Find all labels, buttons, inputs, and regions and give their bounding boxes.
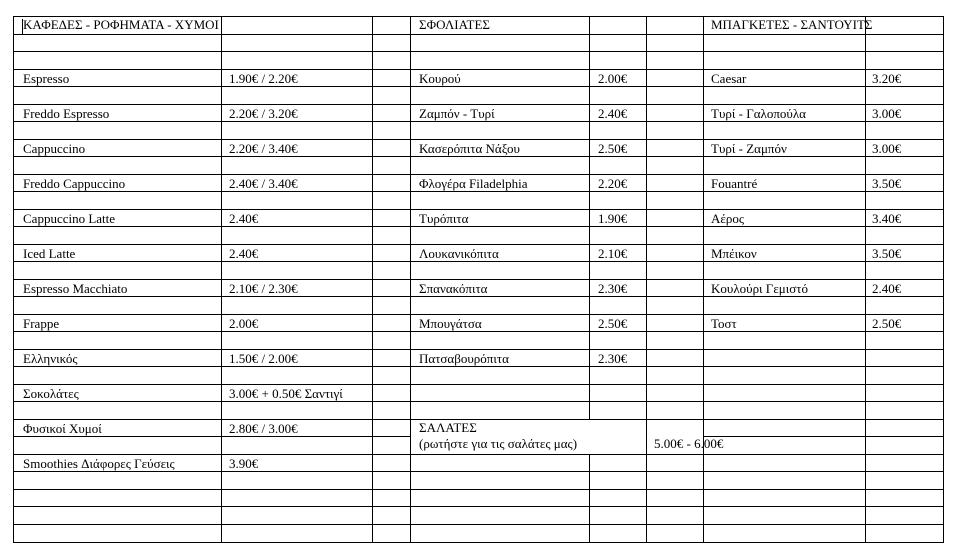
grid-hline xyxy=(13,296,944,297)
coffee-item-price: 1.50€ / 2.00€ xyxy=(229,351,298,366)
pastry-item-price: 2.30€ xyxy=(598,281,628,296)
baguette-item-name: Αέρος xyxy=(711,211,744,226)
baguettes-section-title: ΜΠΑΓΚΕΤΕΣ - ΣΑΝΤΟΥΙΤΣ xyxy=(711,17,873,32)
grid-hline xyxy=(13,121,944,122)
grid-hline xyxy=(13,139,944,140)
grid-vline xyxy=(589,454,590,543)
coffee-item-price: 2.20€ / 3.40€ xyxy=(229,141,298,156)
grid-hline xyxy=(13,104,944,105)
pastry-item-name: Κασερόπιτα Νάξου xyxy=(419,141,520,156)
salads-note: (ρωτήστε για τις σαλάτες μας) xyxy=(419,436,578,451)
grid-hline xyxy=(13,506,944,507)
coffee-item-price: 2.20€ / 3.20€ xyxy=(229,106,298,121)
baguette-item-name: Caesar xyxy=(711,71,747,86)
grid-hline xyxy=(13,454,944,455)
coffee-item-name: Frappe xyxy=(23,316,60,331)
grid-hline xyxy=(13,261,944,262)
baguette-item-name: Τοστ xyxy=(711,316,737,331)
pastry-item-name: Τυρόπιτα xyxy=(419,211,469,226)
coffee-item-name: Σοκολάτες xyxy=(23,386,79,401)
coffee-item-name: Cappuccino Latte xyxy=(23,211,116,226)
grid-hline xyxy=(13,349,944,350)
coffee-item-name: Espresso Macchiato xyxy=(23,281,128,296)
grid-hline xyxy=(13,419,944,420)
grid-hline xyxy=(13,384,944,385)
baguette-item-name: Κουλούρι Γεμιστό xyxy=(711,281,808,296)
grid-hline xyxy=(13,209,944,210)
grid-hline xyxy=(13,489,944,490)
coffee-item-price: 2.00€ xyxy=(229,316,259,331)
coffee-item-name: Iced Latte xyxy=(23,246,76,261)
coffee-item-name: Smoothies Διάφορες Γεύσεις xyxy=(23,456,175,471)
grid-hline xyxy=(13,244,944,245)
coffee-item-name: Freddo Espresso xyxy=(23,106,110,121)
grid-hline xyxy=(13,366,944,367)
grid-hline xyxy=(13,279,944,280)
salads-section-title: ΣΑΛΑΤΕΣ xyxy=(419,420,477,435)
grid-vline xyxy=(589,16,590,419)
coffee-section-title: ΚΑΦΕΔΕΣ - ΡΟΦΗΜΑΤΑ - ΧΥΜΟΙ xyxy=(23,17,219,32)
baguette-item-price: 3.00€ xyxy=(872,106,902,121)
grid-hline xyxy=(13,191,944,192)
pastry-item-price: 2.30€ xyxy=(598,351,628,366)
baguette-item-name: Fouantré xyxy=(711,176,758,191)
baguette-item-price: 3.20€ xyxy=(872,71,902,86)
grid-hline xyxy=(13,69,944,70)
grid-hline xyxy=(13,314,944,315)
coffee-item-price: 3.00€ + 0.50€ Σαντιγί xyxy=(229,386,343,401)
baguette-item-price: 3.00€ xyxy=(872,141,902,156)
grid-hline xyxy=(13,331,944,332)
coffee-item-name: Espresso xyxy=(23,71,70,86)
baguette-item-name: Τυρί - Γαλοπούλα xyxy=(711,106,806,121)
pastry-item-price: 2.50€ xyxy=(598,316,628,331)
pastry-item-name: Λουκανικόπιτα xyxy=(419,246,499,261)
grid-hline xyxy=(13,436,411,437)
coffee-item-price: 1.90€ / 2.20€ xyxy=(229,71,298,86)
pastry-item-name: Ζαμπόν - Τυρί xyxy=(419,106,495,121)
grid-hline xyxy=(13,34,944,35)
pastry-item-price: 1.90€ xyxy=(598,211,628,226)
grid-vline xyxy=(646,16,647,419)
grid-hline xyxy=(13,174,944,175)
salads-price: 5.00€ - 6.00€ xyxy=(654,436,724,451)
baguette-item-price: 2.40€ xyxy=(872,281,902,296)
coffee-item-price: 2.40€ / 3.40€ xyxy=(229,176,298,191)
pastry-item-name: Μπουγάτσα xyxy=(419,316,482,331)
coffee-item-price: 2.10€ / 2.30€ xyxy=(229,281,298,296)
pastry-item-name: Κουρού xyxy=(419,71,461,86)
pastry-item-price: 2.10€ xyxy=(598,246,628,261)
pastry-item-price: 2.20€ xyxy=(598,176,628,191)
grid-hline xyxy=(703,436,944,437)
coffee-item-name: Cappuccino xyxy=(23,141,86,156)
pastry-item-name: Φλογέρα Filadelphia xyxy=(419,176,528,191)
baguette-item-price: 3.50€ xyxy=(872,246,902,261)
coffee-item-name: Φυσικοί Χυμοί xyxy=(23,421,102,436)
coffee-item-price: 2.40€ xyxy=(229,211,259,226)
grid-hline xyxy=(13,524,944,525)
pastry-item-name: Σπανακόπιτα xyxy=(419,281,488,296)
grid-hline xyxy=(13,86,944,87)
grid-vline xyxy=(646,419,647,454)
pastry-item-price: 2.50€ xyxy=(598,141,628,156)
pastries-section-title: ΣΦΟΛΙΑΤΕΣ xyxy=(419,17,490,32)
grid-vline xyxy=(646,454,647,543)
coffee-item-price: 3.90€ xyxy=(229,456,259,471)
pastry-item-name: Πατσαβουρόπιτα xyxy=(419,351,509,366)
grid-hline xyxy=(13,401,944,402)
baguette-item-price: 2.50€ xyxy=(872,316,902,331)
coffee-item-price: 2.40€ xyxy=(229,246,259,261)
grid-hline xyxy=(13,542,944,543)
pastry-item-price: 2.00€ xyxy=(598,71,628,86)
baguette-item-name: Τυρί - Ζαμπόν xyxy=(711,141,787,156)
coffee-item-price: 2.80€ / 3.00€ xyxy=(229,421,298,436)
baguette-item-name: Μπέικον xyxy=(711,246,757,261)
grid-hline xyxy=(13,226,944,227)
baguette-item-price: 3.50€ xyxy=(872,176,902,191)
grid-hline xyxy=(13,156,944,157)
grid-hline xyxy=(13,51,944,52)
coffee-item-name: Ελληνικός xyxy=(23,351,78,366)
grid-hline xyxy=(13,471,944,472)
baguette-item-price: 3.40€ xyxy=(872,211,902,226)
pastry-item-price: 2.40€ xyxy=(598,106,628,121)
coffee-item-name: Freddo Cappuccino xyxy=(23,176,126,191)
